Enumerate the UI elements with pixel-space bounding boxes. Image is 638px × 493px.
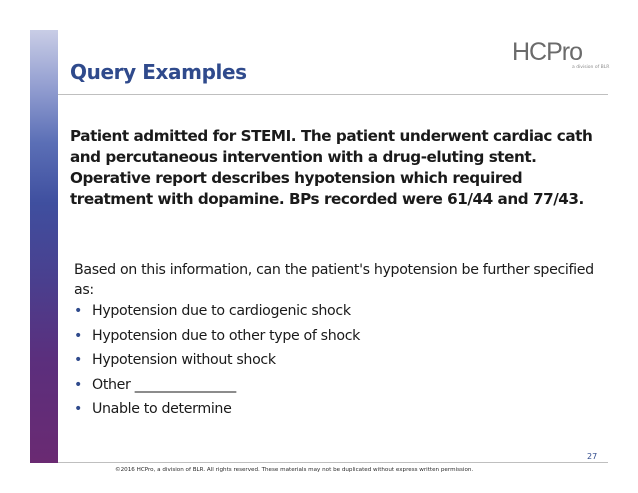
bullet-icon: • — [74, 352, 83, 368]
bullet-icon: • — [74, 401, 83, 417]
list-item — [74, 397, 360, 422]
option-text: Hypotension due to cardiogenic shock — [92, 303, 351, 319]
bullet-icon: • — [74, 327, 83, 344]
bullet-icon: • — [74, 303, 83, 319]
query-question: Based on this information, can the patient's hypotension be further specified as: — [74, 262, 594, 298]
list-item — [74, 324, 360, 349]
bullet-icon: • — [74, 376, 83, 393]
slide-title: Query Examples — [70, 60, 247, 84]
footer-divider — [58, 462, 608, 463]
option-text: Unable to determine — [92, 401, 232, 417]
list-item — [74, 348, 360, 373]
gradient-side-bar — [30, 30, 58, 463]
logo-wordmark: HCPro — [512, 38, 583, 66]
list-item — [74, 373, 360, 398]
option-text: Hypotension without shock — [92, 352, 276, 368]
list-item — [74, 299, 360, 324]
copyright-notice: ©2016 HCPro, a division of BLR. All rights reserved. These materials may not be duplicated without express written permission. — [115, 467, 474, 473]
title-divider — [58, 94, 608, 95]
case-description: Patient admitted for STEMI. The patient underwent cardiac cath and percutaneous intervention with a drug-eluting stent. Operative report describes hypotension which required treatment with dopamine. BPs recorded were 61/44 and 77/43. — [70, 127, 593, 208]
logo-tagline: a division of BLR — [572, 65, 610, 70]
hcpro-logo — [512, 38, 612, 74]
page-number: 27 — [587, 452, 598, 461]
option-text: Hypotension due to other type of shock — [92, 327, 361, 344]
answer-options-list — [74, 299, 360, 422]
option-text: Other _______________ — [92, 376, 236, 393]
